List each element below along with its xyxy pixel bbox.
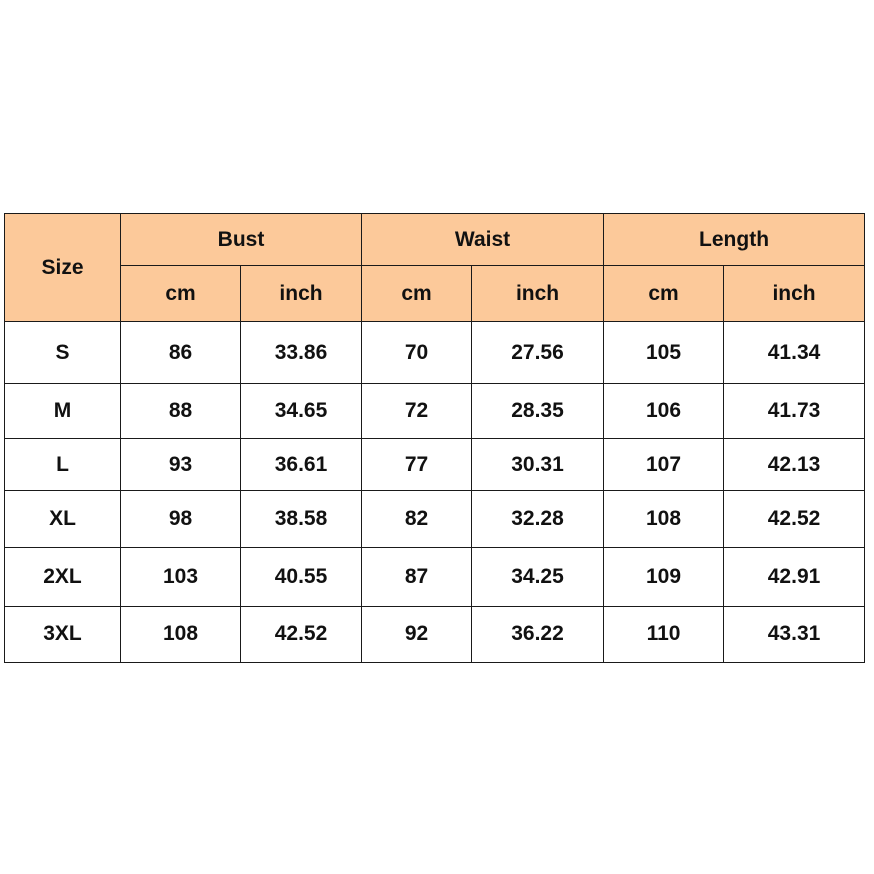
- length-cm-cell: 110: [604, 606, 724, 662]
- bust-cm-cell: 88: [121, 384, 241, 439]
- length-inch-cell: 41.34: [724, 322, 865, 384]
- table-row: [5, 606, 865, 662]
- waist-inch-cell: 28.35: [472, 384, 604, 439]
- length-cm-cell: 108: [604, 491, 724, 547]
- length-cm-cell: 109: [604, 547, 724, 606]
- length-cm-header: cm: [604, 266, 724, 322]
- table-row: [5, 439, 865, 491]
- length-inch-cell: 42.13: [724, 439, 865, 491]
- length-group-header: Length: [604, 214, 865, 266]
- table-row: [5, 491, 865, 547]
- bust-cm-cell: 108: [121, 606, 241, 662]
- size-chart-table: [4, 213, 865, 663]
- bust-inch-cell: 34.65: [241, 384, 362, 439]
- length-inch-cell: 42.52: [724, 491, 865, 547]
- bust-cm-cell: 93: [121, 439, 241, 491]
- size-cell: XL: [5, 491, 121, 547]
- waist-inch-cell: 34.25: [472, 547, 604, 606]
- table-row: [5, 322, 865, 384]
- length-inch-cell: 41.73: [724, 384, 865, 439]
- size-cell: 2XL: [5, 547, 121, 606]
- table-row: [5, 384, 865, 439]
- waist-cm-cell: 70: [362, 322, 472, 384]
- waist-inch-cell: 30.31: [472, 439, 604, 491]
- waist-group-header: Waist: [362, 214, 604, 266]
- waist-inch-cell: 36.22: [472, 606, 604, 662]
- waist-inch-header: inch: [472, 266, 604, 322]
- waist-cm-cell: 82: [362, 491, 472, 547]
- header-row-groups: [5, 214, 865, 266]
- size-cell: 3XL: [5, 606, 121, 662]
- bust-cm-cell: 86: [121, 322, 241, 384]
- length-cm-cell: 106: [604, 384, 724, 439]
- length-cm-cell: 105: [604, 322, 724, 384]
- header-row-units: [5, 266, 865, 322]
- table-row: [5, 547, 865, 606]
- size-cell: L: [5, 439, 121, 491]
- bust-group-header: Bust: [121, 214, 362, 266]
- length-inch-cell: 43.31: [724, 606, 865, 662]
- bust-inch-cell: 36.61: [241, 439, 362, 491]
- waist-cm-cell: 92: [362, 606, 472, 662]
- size-cell: S: [5, 322, 121, 384]
- waist-cm-cell: 72: [362, 384, 472, 439]
- bust-inch-header: inch: [241, 266, 362, 322]
- waist-inch-cell: 32.28: [472, 491, 604, 547]
- length-cm-cell: 107: [604, 439, 724, 491]
- size-column-header: Size: [5, 214, 121, 322]
- bust-cm-header: cm: [121, 266, 241, 322]
- bust-inch-cell: 33.86: [241, 322, 362, 384]
- waist-cm-cell: 77: [362, 439, 472, 491]
- bust-cm-cell: 103: [121, 547, 241, 606]
- bust-inch-cell: 42.52: [241, 606, 362, 662]
- waist-inch-cell: 27.56: [472, 322, 604, 384]
- bust-cm-cell: 98: [121, 491, 241, 547]
- size-cell: M: [5, 384, 121, 439]
- waist-cm-cell: 87: [362, 547, 472, 606]
- length-inch-header: inch: [724, 266, 865, 322]
- waist-cm-header: cm: [362, 266, 472, 322]
- bust-inch-cell: 38.58: [241, 491, 362, 547]
- bust-inch-cell: 40.55: [241, 547, 362, 606]
- length-inch-cell: 42.91: [724, 547, 865, 606]
